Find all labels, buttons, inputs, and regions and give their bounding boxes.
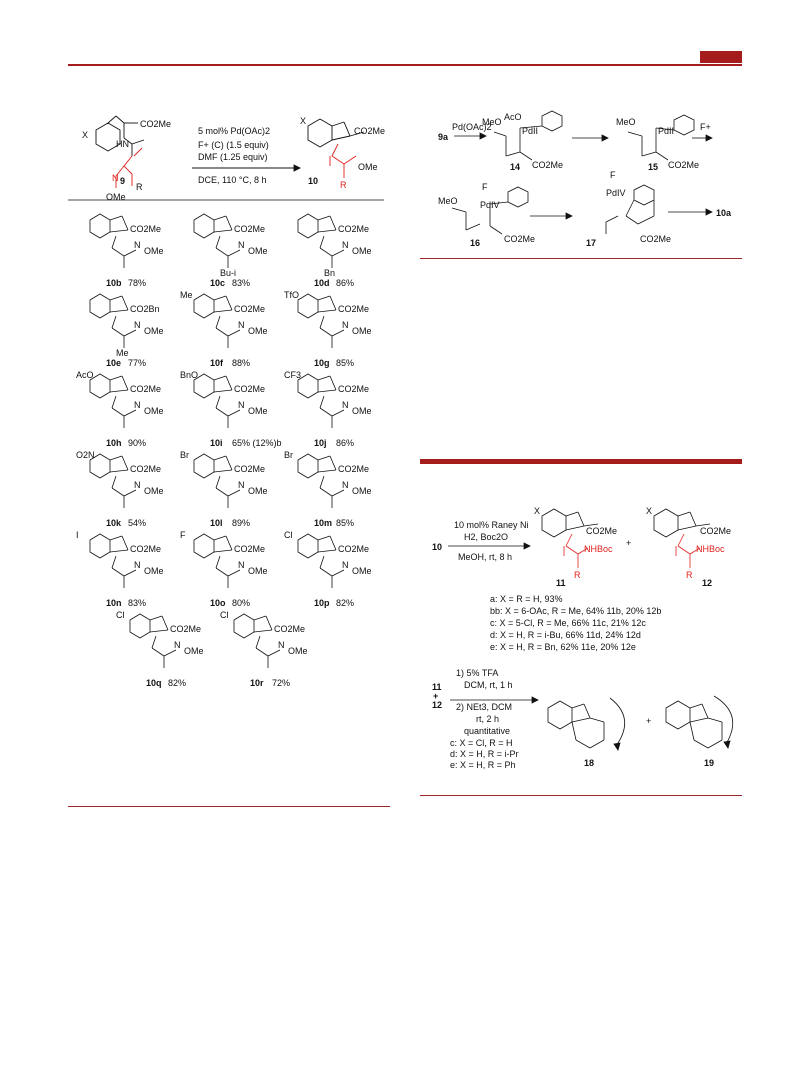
product-subst-10q: Cl: [116, 610, 125, 620]
product-id-10k: 10k: [106, 518, 122, 528]
product-ome-10k: OMe: [144, 486, 164, 496]
step2-plus: +: [433, 691, 439, 701]
product-yield-10b: 78%: [128, 278, 147, 288]
product-yield-10r: 72%: [272, 678, 291, 688]
product-ester-10g: CO2Me: [338, 304, 370, 314]
mech-14-co2me: CO2Me: [532, 160, 564, 170]
product-ome-10h: OMe: [144, 406, 164, 416]
mech-16-co2me: CO2Me: [504, 234, 536, 244]
ni-11-nhboc: NHBoc: [584, 544, 613, 554]
product-structure-10h: [90, 374, 136, 428]
ni-result-c: c: X = 5-Cl, R = Me, 66% 11c, 21% 12c: [490, 618, 646, 628]
product-sub-10d: Bn: [324, 268, 336, 278]
scheme-ni: [420, 500, 742, 772]
mech-16-pd: PdIV: [480, 200, 500, 210]
mech-14-id: 14: [510, 162, 521, 172]
step2-var-e: e: X = H, R = Ph: [450, 760, 516, 770]
product-yield-10q: 82%: [168, 678, 187, 688]
mech-15-meo: MeO: [616, 117, 636, 127]
reactant-nh: HN: [116, 139, 129, 149]
product-ome-10l: OMe: [248, 486, 268, 496]
product-ome-10j: OMe: [352, 406, 372, 416]
product-yield-10k: 54%: [128, 518, 147, 528]
mech-17-id: 17: [586, 238, 597, 248]
reactant-r: R: [136, 182, 143, 192]
product-subst-10n: I: [76, 530, 79, 540]
product-oxime-n-10f: N: [238, 320, 245, 330]
product-yield-10c: 83%: [232, 278, 251, 288]
product-subst-10g: TfO: [284, 290, 299, 300]
product-yield-10m: 85%: [336, 518, 355, 528]
product-structure-10n: [90, 534, 136, 588]
product-ester-10c: CO2Me: [234, 224, 266, 234]
product-ester-10h: CO2Me: [130, 384, 162, 394]
mech-start: 9a: [438, 132, 449, 142]
step2-var-c: c: X = Cl, R = H: [450, 738, 513, 748]
product-oxime-n-10g: N: [342, 320, 349, 330]
ni-plus: +: [626, 538, 632, 548]
product-ome-10n: OMe: [144, 566, 164, 576]
product-structure-10c: [194, 214, 240, 268]
product-structure-10f: [194, 294, 240, 348]
product-oxime-n-10r: N: [278, 640, 285, 650]
product-subst-10f: Me: [180, 290, 193, 300]
reactant-ome: OMe: [106, 192, 126, 202]
product-oxime-n-10c: N: [238, 240, 245, 250]
product-subst-10l: Br: [180, 450, 189, 460]
product-yield-10n: 83%: [128, 598, 147, 608]
product-ester-10o: CO2Me: [234, 544, 266, 554]
product-id-10m: 10m: [314, 518, 333, 528]
product-id-10i: 10i: [210, 438, 223, 448]
product-id-10d: 10d: [314, 278, 330, 288]
product-ome-10b: OMe: [144, 246, 164, 256]
reactant-id: 9: [120, 176, 126, 186]
product-ester-10k: CO2Me: [130, 464, 162, 474]
product-yield-10e: 77%: [128, 358, 147, 368]
product-structure-10i: [194, 374, 240, 428]
product-yield-10o: 80%: [232, 598, 251, 608]
ni-cond-3: MeOH, rt, 8 h: [458, 552, 513, 562]
step2-r2: 12: [432, 700, 443, 710]
product-subst-10i: BnO: [180, 370, 199, 380]
ni-11-r: R: [574, 570, 581, 580]
mech-14-aco: AcO: [504, 112, 522, 122]
product-structure-10g: [298, 294, 344, 348]
ni-start: 10: [432, 542, 443, 552]
product-ome-10d: OMe: [352, 246, 372, 256]
product-oxime-n-10l: N: [238, 480, 245, 490]
product-yield-10g: 85%: [336, 358, 355, 368]
ni-result-d: d: X = H, R = i-Bu, 66% 11d, 24% 12d: [490, 630, 641, 640]
product-oxime-n-10p: N: [342, 560, 349, 570]
step2-cond-3: 2) NEt3, DCM: [456, 702, 513, 712]
product-oxime-n-10k: N: [134, 480, 141, 490]
ni-12-r: R: [686, 570, 693, 580]
product-structure-10p: [298, 534, 344, 588]
ni-12-x: X: [646, 506, 653, 516]
mech-15-co2me: CO2Me: [668, 160, 700, 170]
product-x: X: [300, 116, 307, 126]
product-ome-10r: OMe: [288, 646, 308, 656]
step2-cond-2: DCM, rt, 1 h: [464, 680, 513, 690]
product-structure-10k: [90, 454, 136, 508]
step2-cond-5: quantitative: [464, 726, 511, 736]
product-yield-10l: 89%: [232, 518, 251, 528]
product-id-10n: 10n: [106, 598, 122, 608]
product-ome-10q: OMe: [184, 646, 204, 656]
product-id-10c: 10c: [210, 278, 226, 288]
right-section-rule: [420, 459, 742, 464]
ni-11-co2me: CO2Me: [586, 526, 618, 536]
product-structure-10o: [194, 534, 240, 588]
cond-2: F+ (C) (1.5 equiv): [198, 140, 269, 150]
reactant-ester: CO2Me: [140, 119, 172, 129]
product-subst-10p: Cl: [284, 530, 293, 540]
product-subst-10j: CF3: [284, 370, 302, 380]
product-ester-10m: CO2Me: [338, 464, 370, 474]
product-ome-10o: OMe: [248, 566, 268, 576]
product-structure-10e: [90, 294, 136, 348]
product-oxime-n-10q: N: [174, 640, 181, 650]
product-oxime-n-10j: N: [342, 400, 349, 410]
mech-17-co2me: CO2Me: [640, 234, 672, 244]
cond-4: DCE, 110 °C, 8 h: [198, 175, 267, 185]
product-ester-10p: CO2Me: [338, 544, 370, 554]
ni-result-b: bb: X = 6-OAc, R = Me, 64% 11b, 20% 12b: [490, 606, 662, 616]
product-oxime-n-10n: N: [134, 560, 141, 570]
ni-12-nhboc: NHBoc: [696, 544, 725, 554]
product-id-10o: 10o: [210, 598, 226, 608]
mech-bottom-rule: [420, 258, 742, 259]
product-ome-10e: OMe: [144, 326, 164, 336]
product-yield-10f: 88%: [232, 358, 251, 368]
mech-14-meo: MeO: [482, 117, 502, 127]
header-rule: [68, 64, 742, 66]
product-id-10q: 10q: [146, 678, 162, 688]
product-r: R: [340, 180, 347, 190]
product-id-10l: 10l: [210, 518, 223, 528]
ni-12-id: 12: [702, 578, 713, 588]
product-yield-10j: 86%: [336, 438, 355, 448]
product-oxime-n-10i: N: [238, 400, 245, 410]
product-ester-10e: CO2Bn: [130, 304, 160, 314]
ni-11-id: 11: [556, 578, 566, 588]
product-id-10e: 10e: [106, 358, 122, 368]
product-id-10b: 10b: [106, 278, 122, 288]
mech-final: 10a: [716, 208, 732, 218]
step2-p1: 18: [584, 758, 595, 768]
product-ome-10c: OMe: [248, 246, 268, 256]
ni-12-co2me: CO2Me: [700, 526, 732, 536]
product-ester-10j: CO2Me: [338, 384, 370, 394]
ni-result-a: a: X = R = H, 93%: [490, 594, 563, 604]
product-ester-10n: CO2Me: [130, 544, 162, 554]
product-oxime-n-10h: N: [134, 400, 141, 410]
product-subst-10o: F: [180, 530, 186, 540]
reactant-n: N: [112, 173, 119, 183]
product-yield-10h: 90%: [128, 438, 147, 448]
left-bottom-rule: [68, 806, 390, 807]
product-oxime-n-10e: N: [134, 320, 141, 330]
product-ester-10d: CO2Me: [338, 224, 370, 234]
mech-15-id: 15: [648, 162, 659, 172]
product-oxime-n-10o: N: [238, 560, 245, 570]
product-oxime-n-10m: N: [342, 480, 349, 490]
product-ome-10m: OMe: [352, 486, 372, 496]
mech-17-pd: PdIV: [606, 188, 626, 198]
product-ome-10g: OMe: [352, 326, 372, 336]
product-ome-10f: OMe: [248, 326, 268, 336]
product-sub-10e: Me: [116, 348, 129, 358]
product-ome: OMe: [358, 162, 378, 172]
step2-cond-1: 1) 5% TFA: [456, 668, 499, 678]
ni-cond-1: 10 mol% Raney Ni: [454, 520, 529, 530]
ni-cond-2: H2, Boc2O: [464, 532, 509, 542]
product-ester-10l: CO2Me: [234, 464, 266, 474]
product-ester-10i: CO2Me: [234, 384, 266, 394]
product-oxime-n-10b: N: [134, 240, 141, 250]
ni-bottom-rule: [420, 795, 742, 796]
header-tab: [700, 51, 742, 63]
mech-oxidant: F+: [700, 122, 711, 132]
product-ester-10q: CO2Me: [170, 624, 202, 634]
mech-14-pd: PdII: [522, 126, 539, 136]
step2-p2: 19: [704, 758, 715, 768]
product-subst-10m: Br: [284, 450, 293, 460]
product-structure-10q: [130, 614, 176, 668]
product-ester-10r: CO2Me: [274, 624, 306, 634]
mech-15-pd: PdII: [658, 126, 675, 136]
scheme-left: [68, 108, 390, 688]
product-ome-10p: OMe: [352, 566, 372, 576]
cond-1: 5 mol% Pd(OAc)2: [198, 126, 271, 136]
mech-16-meo: MeO: [438, 196, 458, 206]
ni-result-e: e: X = H, R = Bn, 62% 11e, 20% 12e: [490, 642, 636, 652]
product-ester-10b: CO2Me: [130, 224, 162, 234]
reactant-x: X: [82, 130, 89, 140]
product-structure-10r: [234, 614, 280, 668]
product-yield-10d: 86%: [336, 278, 355, 288]
product-ester-10f: CO2Me: [234, 304, 266, 314]
product-structure-10b: [90, 214, 136, 268]
product-sub-10c: Bu-i: [220, 268, 237, 278]
product-yield-10p: 82%: [336, 598, 355, 608]
product-id-10g: 10g: [314, 358, 330, 368]
product-id-10j: 10j: [314, 438, 327, 448]
mech-16-f: F: [482, 182, 488, 192]
product-id-10p: 10p: [314, 598, 330, 608]
product-subst-10r: Cl: [220, 610, 229, 620]
product-subst-10k: O2N: [76, 450, 95, 460]
product-id-10h: 10h: [106, 438, 122, 448]
product-id-10r: 10r: [250, 678, 264, 688]
scheme-mechanism: [420, 112, 742, 252]
mech-17-f: F: [610, 170, 616, 180]
step2-var-d: d: X = H, R = i-Pr: [450, 749, 519, 759]
product-yield-10i: 65% (12%)b: [232, 438, 282, 448]
product-ester: CO2Me: [354, 126, 386, 136]
product-structure-10j: [298, 374, 344, 428]
product-structure-10d: [298, 214, 344, 268]
ni-11-x: X: [534, 506, 541, 516]
product-id-10f: 10f: [210, 358, 224, 368]
cond-3: DMF (1.25 equiv): [198, 152, 268, 162]
product-ome-10i: OMe: [248, 406, 268, 416]
product-oxime-n-10d: N: [342, 240, 349, 250]
product-id: 10: [308, 176, 319, 186]
step2-plus-mid: +: [646, 716, 652, 726]
product-structure-10l: [194, 454, 240, 508]
product-structure-10m: [298, 454, 344, 508]
step2-r1: 11: [432, 682, 442, 692]
product-subst-10h: AcO: [76, 370, 94, 380]
mech-16-id: 16: [470, 238, 481, 248]
mech-reagent: Pd(OAc)2: [452, 122, 492, 132]
step2-cond-4: rt, 2 h: [476, 714, 500, 724]
